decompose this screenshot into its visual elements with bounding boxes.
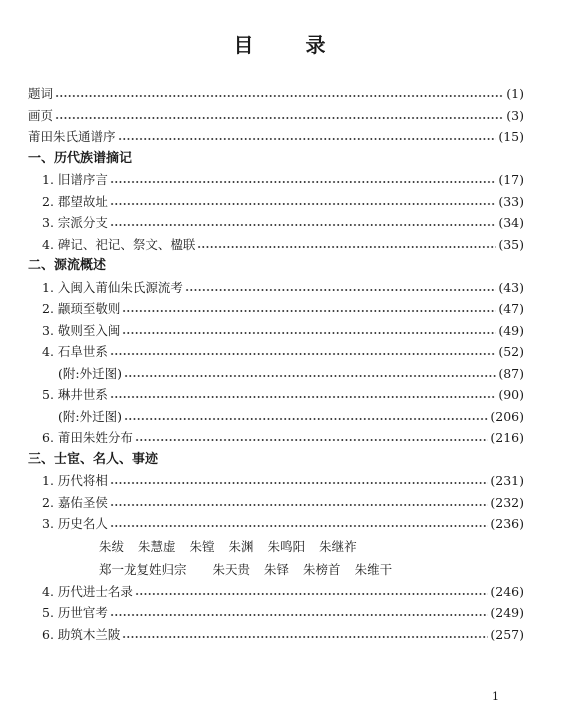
- dot-leader: [110, 470, 488, 492]
- toc-page: (257): [490, 626, 524, 642]
- section-heading[interactable]: [28, 449, 524, 471]
- toc-label: 2. 嘉佑圣侯: [42, 494, 108, 510]
- toc-page: (52): [498, 344, 524, 359]
- toc-entry[interactable]: [28, 581, 524, 603]
- toc-label: 题词: [28, 86, 54, 101]
- dot-leader: [185, 277, 496, 299]
- title-char-2: 录: [305, 33, 330, 57]
- toc-label: 3. 宗派分支: [42, 215, 108, 230]
- toc-label: 1. 旧谱序言: [42, 172, 108, 187]
- toc-label: 1. 历代将相: [42, 473, 108, 488]
- section-heading[interactable]: [28, 148, 524, 170]
- page-title: [0, 29, 563, 58]
- toc-page: (236): [490, 516, 524, 531]
- toc-label: 5. 历世官考: [42, 605, 108, 620]
- person-name[interactable]: 朱天贵: [212, 562, 251, 577]
- dot-leader: [122, 320, 496, 342]
- dot-leader: [110, 169, 496, 191]
- dot-leader: [197, 234, 496, 256]
- toc-page: (87): [498, 365, 524, 381]
- dot-leader: [110, 602, 488, 624]
- toc-entry[interactable]: [28, 470, 524, 492]
- toc-page: (15): [498, 129, 524, 144]
- toc-entry[interactable]: [28, 384, 524, 406]
- toc-entry[interactable]: [28, 169, 524, 191]
- toc-page: (33): [498, 193, 524, 209]
- toc-label: 2. 郡望故址: [42, 193, 108, 209]
- toc-entry[interactable]: [28, 105, 524, 127]
- dot-leader: [55, 83, 504, 105]
- toc-entry[interactable]: [28, 277, 524, 299]
- toc-entry[interactable]: [28, 212, 524, 234]
- toc-page: (206): [490, 408, 524, 424]
- toc-page: (1): [506, 86, 524, 101]
- toc-page: (216): [490, 430, 524, 445]
- toc-label: 6. 助筑木兰陂: [42, 626, 121, 642]
- person-name[interactable]: 朱渊: [228, 539, 254, 554]
- title-char-1: 目: [233, 33, 258, 57]
- person-name[interactable]: 朱慧虚: [138, 539, 176, 554]
- toc-label: 4. 碑记、祀记、祭文、楹联: [42, 236, 196, 252]
- toc-label: (附:外迁图): [58, 365, 122, 381]
- dot-leader: [110, 492, 488, 514]
- toc-label: 画页: [28, 107, 54, 123]
- toc-entry[interactable]: [28, 298, 524, 320]
- dot-leader: [110, 341, 496, 363]
- toc-page: (90): [498, 387, 524, 402]
- toc-label: 莆田朱氏通谱序: [28, 129, 116, 144]
- dot-leader: [110, 384, 496, 406]
- person-name[interactable]: 朱榜首: [303, 562, 341, 577]
- toc-page: (34): [498, 215, 524, 230]
- person-name[interactable]: 朱维干: [354, 562, 393, 577]
- person-name[interactable]: 朱镗: [189, 539, 215, 554]
- toc-entry[interactable]: [28, 624, 524, 646]
- person-name[interactable]: 朱继祚: [319, 539, 357, 554]
- toc-label: 3. 历史名人: [42, 516, 108, 531]
- toc-entry[interactable]: [28, 363, 524, 385]
- section-heading[interactable]: [28, 255, 524, 277]
- person-name[interactable]: 郑一龙复姓归宗: [99, 562, 187, 577]
- toc-page: (246): [490, 583, 524, 599]
- dot-leader: [118, 126, 497, 148]
- toc-entry[interactable]: [28, 234, 524, 256]
- section-heading-label: 三、士宦、名人、事迹: [28, 451, 159, 467]
- dot-leader: [110, 212, 496, 234]
- toc-entry[interactable]: [28, 191, 524, 213]
- toc-label: (附:外迁图): [58, 408, 122, 424]
- toc-page: (232): [490, 494, 524, 510]
- dot-leader: [110, 191, 496, 213]
- person-name[interactable]: 朱铎: [264, 562, 290, 577]
- toc-page: (43): [498, 279, 524, 295]
- toc-entry[interactable]: [28, 83, 524, 105]
- section-heading-label: 二、源流概述: [28, 258, 107, 273]
- toc-entry[interactable]: [28, 320, 524, 342]
- toc-label: 1. 入闽入莆仙朱氏源流考: [42, 279, 183, 295]
- toc-page: (47): [498, 301, 524, 316]
- section-heading-label: 一、历代族谱摘记: [28, 150, 133, 166]
- toc-page: (35): [498, 236, 524, 252]
- dot-leader: [122, 298, 496, 320]
- notable-names-line-2: [28, 558, 524, 581]
- person-name[interactable]: 朱绂: [99, 539, 125, 554]
- dot-leader: [124, 406, 488, 428]
- dot-leader: [55, 105, 504, 127]
- notable-names-line-1: [28, 535, 524, 558]
- toc-label: 4. 历代进士名录: [42, 583, 133, 599]
- table-of-contents: [28, 83, 524, 645]
- dot-leader: [122, 624, 488, 646]
- toc-entry[interactable]: [28, 406, 524, 428]
- toc-entry[interactable]: [28, 126, 524, 148]
- dot-leader: [135, 581, 488, 603]
- toc-entry[interactable]: [28, 602, 524, 624]
- page-number: 1: [492, 690, 499, 703]
- toc-page: (17): [498, 172, 524, 187]
- dot-leader: [110, 513, 488, 535]
- toc-entry[interactable]: [28, 513, 524, 535]
- toc-entry[interactable]: [28, 341, 524, 363]
- dot-leader: [124, 363, 496, 385]
- toc-page: (231): [490, 473, 524, 488]
- toc-page: (49): [498, 322, 524, 338]
- toc-label: 2. 颛顼至敬则: [42, 301, 121, 316]
- toc-label: 3. 敬则至入闽: [42, 322, 121, 338]
- dot-leader: [135, 427, 488, 449]
- toc-label: 6. 莆田朱姓分布: [42, 430, 133, 445]
- toc-page: (249): [490, 605, 524, 620]
- toc-label: 4. 石阜世系: [42, 344, 108, 359]
- person-name[interactable]: 朱鸣阳: [267, 539, 306, 554]
- toc-label: 5. 琳井世系: [42, 387, 108, 402]
- toc-page: (3): [506, 107, 524, 123]
- toc-entry[interactable]: [28, 492, 524, 514]
- toc-entry[interactable]: [28, 427, 524, 449]
